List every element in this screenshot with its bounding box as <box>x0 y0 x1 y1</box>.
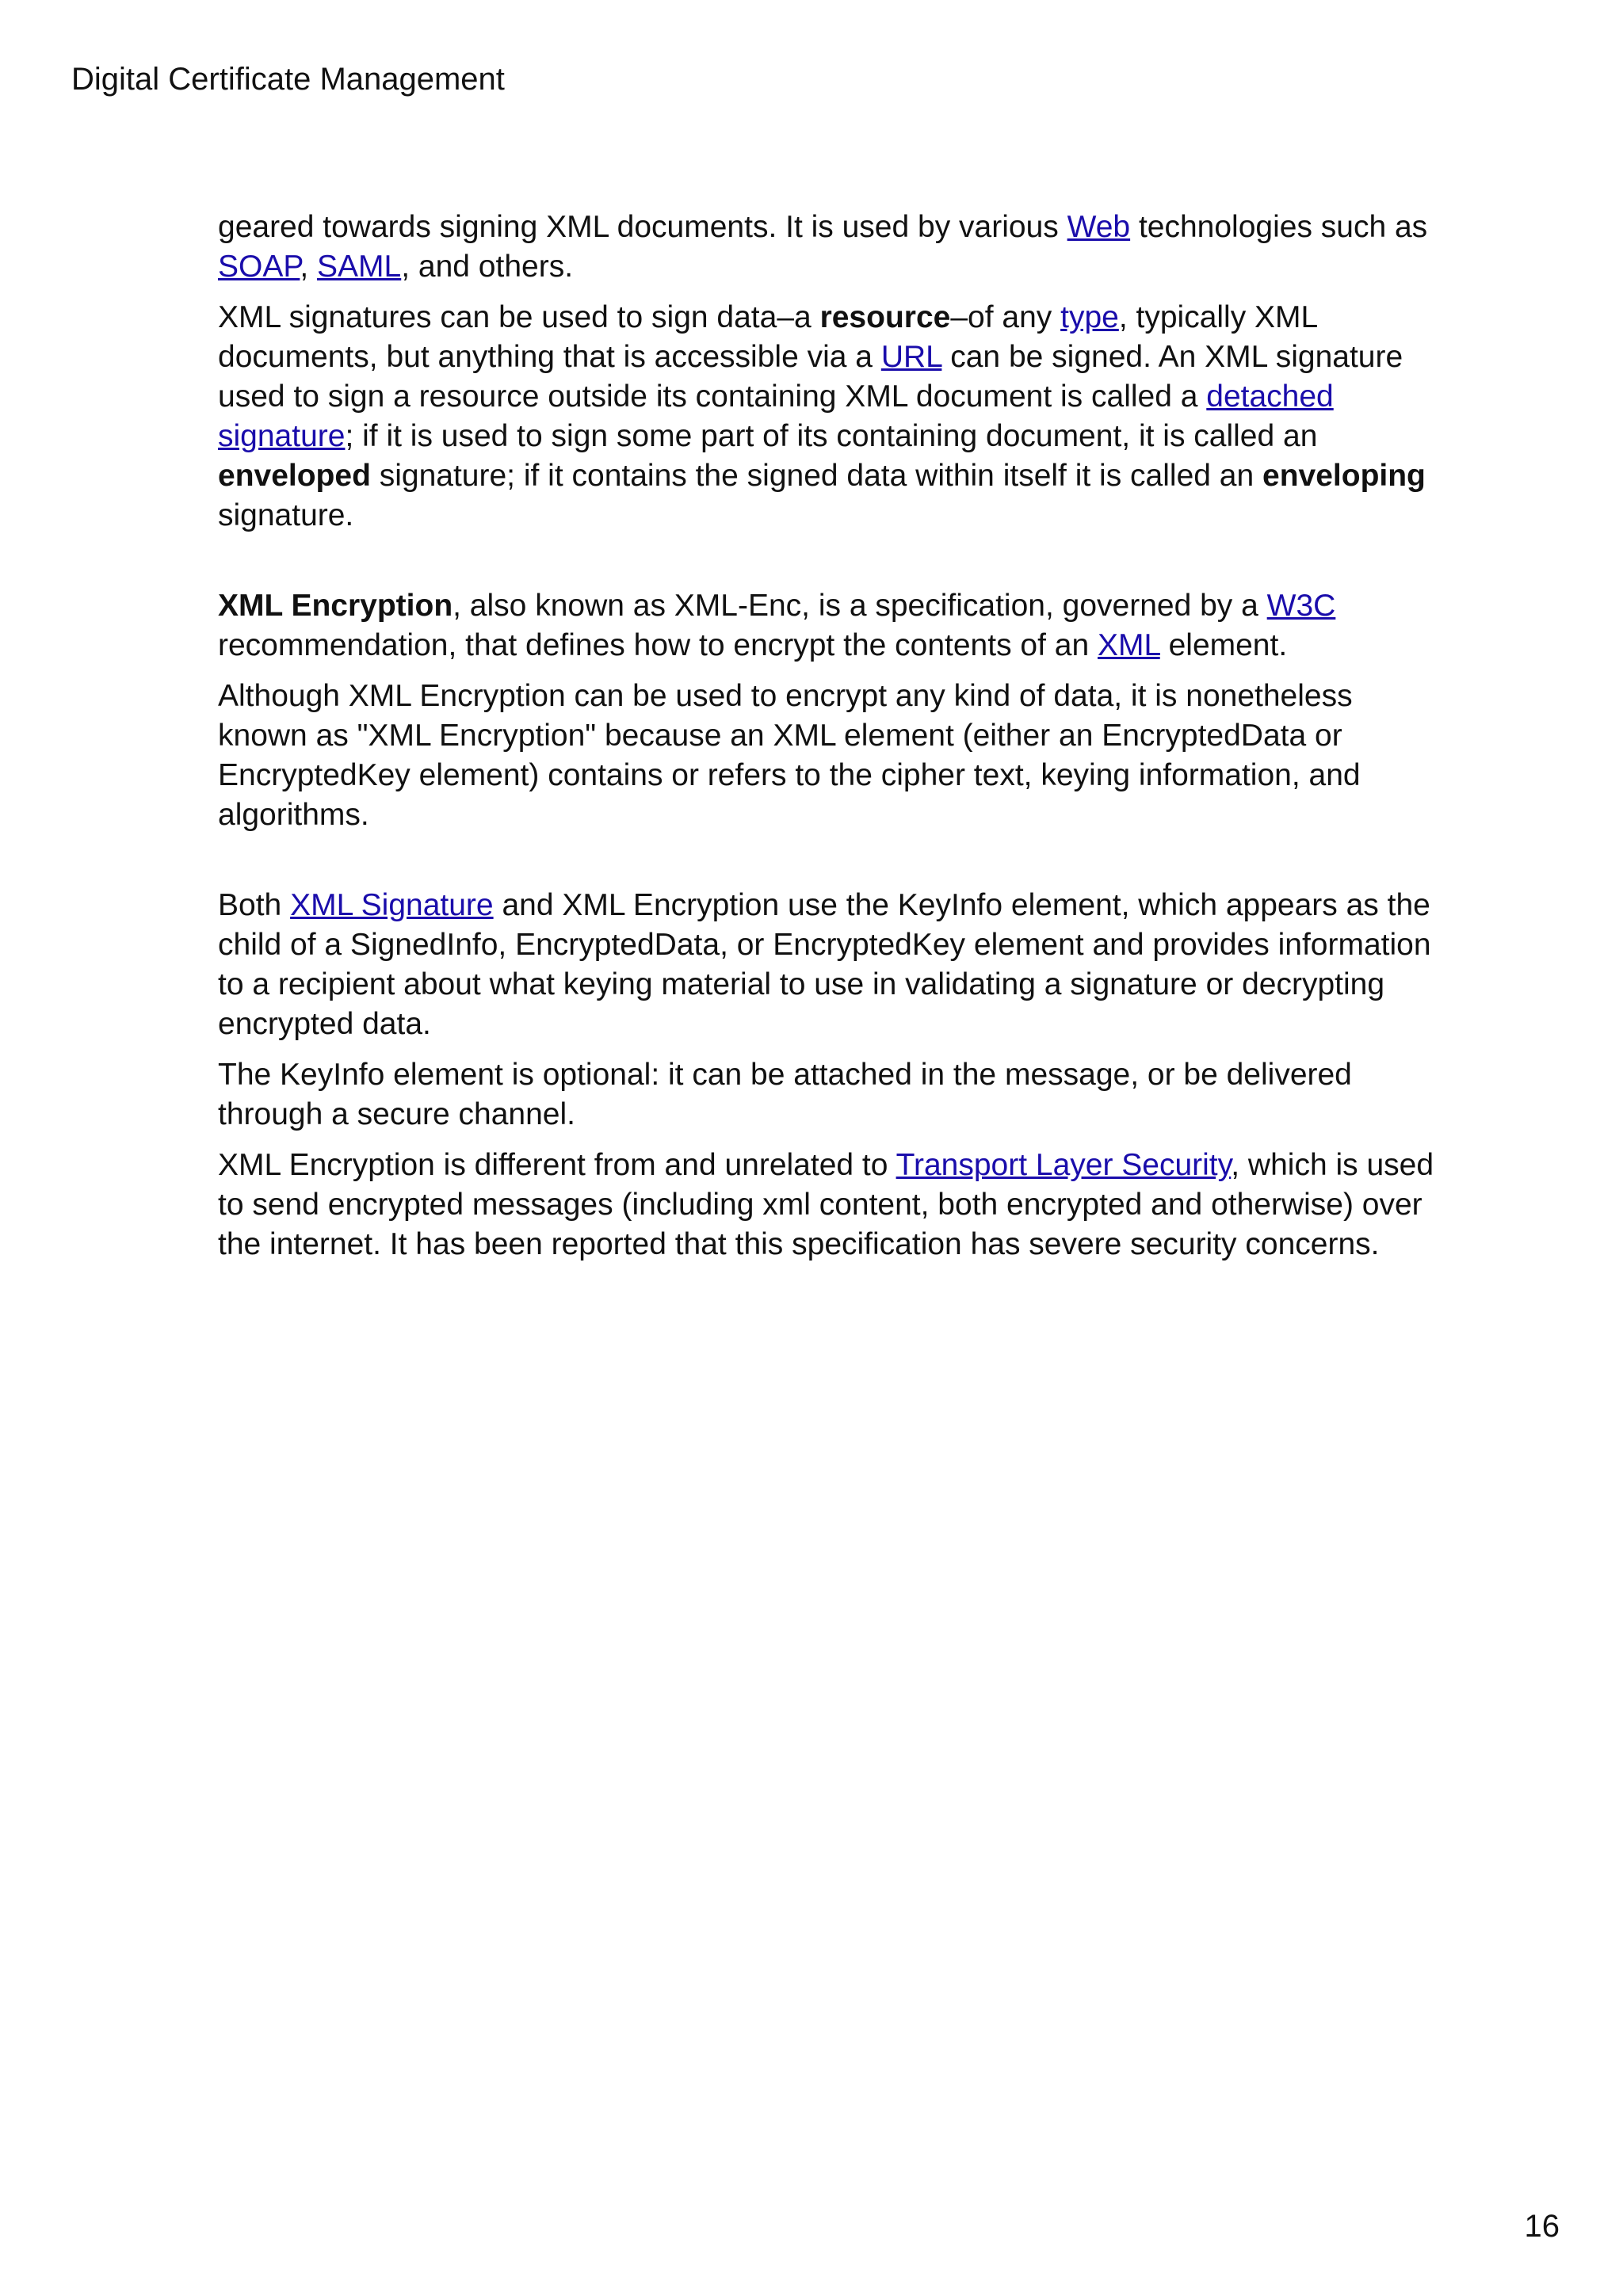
text-run: , which is used to send encrypted messages (including xml content, both encrypted and otherwise) over the internet. It has been reported that this specification has severe security concerns. <box>218 1148 1434 1261</box>
text-run: ; if it is used to sign some part of its containing document, it is called an <box>345 419 1318 453</box>
document-body <box>218 208 1438 1276</box>
text-run: , also known as XML-Enc, is a specification, governed by a <box>453 589 1267 623</box>
paragraph-xml-encryption-definition <box>218 586 1438 666</box>
text-run: , typically XML documents, but anything that is accessible via a <box>218 300 1317 374</box>
paragraph-keyinfo-optional <box>218 1055 1438 1135</box>
link-soap[interactable]: SOAP <box>218 250 300 284</box>
link-saml[interactable]: SAML <box>317 250 402 284</box>
text-run: signature; if it contains the signed data within itself it is called an <box>370 459 1263 493</box>
link-w3c[interactable]: W3C <box>1266 589 1336 623</box>
paragraph-xml-signature-usage <box>218 208 1438 287</box>
paragraph-xml-signature-types <box>218 298 1438 536</box>
bold-enveloped: enveloped <box>218 459 371 493</box>
text-run: and XML Encryption use the KeyInfo element, which appears as the child of a SignedInfo, EncryptedData, or EncryptedKey element and provides information to a recipient about what keying material to use in validating a signature or decrypting encrypted data. <box>218 888 1431 1041</box>
text-run: Although XML Encryption can be used to encrypt any kind of data, it is nonetheless known as "XML Encryption" because an XML element (either an EncryptedData or EncryptedKey element) contains or refers to the cipher text, keying information, and algorithms. <box>218 679 1361 832</box>
text-run: , and others. <box>401 250 574 284</box>
text-run: element. <box>1159 628 1288 662</box>
text-run: XML signatures can be used to sign data–a <box>218 300 820 334</box>
link-type[interactable]: type <box>1060 300 1119 334</box>
page-header-title: Digital Certificate Management <box>71 62 505 97</box>
link-xml-signature[interactable]: XML Signature <box>290 888 494 922</box>
link-url[interactable]: URL <box>880 340 942 374</box>
page-number: 16 <box>1524 2209 1560 2244</box>
bold-xml-encryption: XML Encryption <box>218 589 453 623</box>
link-web[interactable]: Web <box>1067 210 1131 244</box>
paragraph-keyinfo-element <box>218 886 1438 1044</box>
text-run: can be signed. An XML signature used to sign a resource outside its containing XML document is called a <box>218 340 1403 414</box>
text-run: The KeyInfo element is optional: it can be attached in the message, or be delivered through a secure channel. <box>218 1058 1352 1131</box>
text-run: recommendation, that defines how to encrypt the contents of an <box>218 628 1098 662</box>
paragraph-xml-encryption-naming <box>218 677 1438 835</box>
paragraph-xml-encryption-vs-tls <box>218 1146 1438 1264</box>
text-run: XML Encryption is different from and unrelated to <box>218 1148 896 1182</box>
link-transport-layer-security[interactable]: Transport Layer Security <box>896 1148 1232 1182</box>
link-xml[interactable]: XML <box>1098 628 1160 662</box>
text-run: geared towards signing XML documents. It is used by various <box>218 210 1067 244</box>
bold-enveloping: enveloping <box>1262 459 1426 493</box>
text-run: Both <box>218 888 291 922</box>
text-run: –of any <box>950 300 1061 334</box>
text-run: signature. <box>218 498 354 532</box>
link-detached-signature[interactable]: detached signature <box>218 379 1334 453</box>
bold-resource: resource <box>819 300 951 334</box>
text-run: technologies such as <box>1130 210 1428 244</box>
text-run: , <box>300 250 318 284</box>
